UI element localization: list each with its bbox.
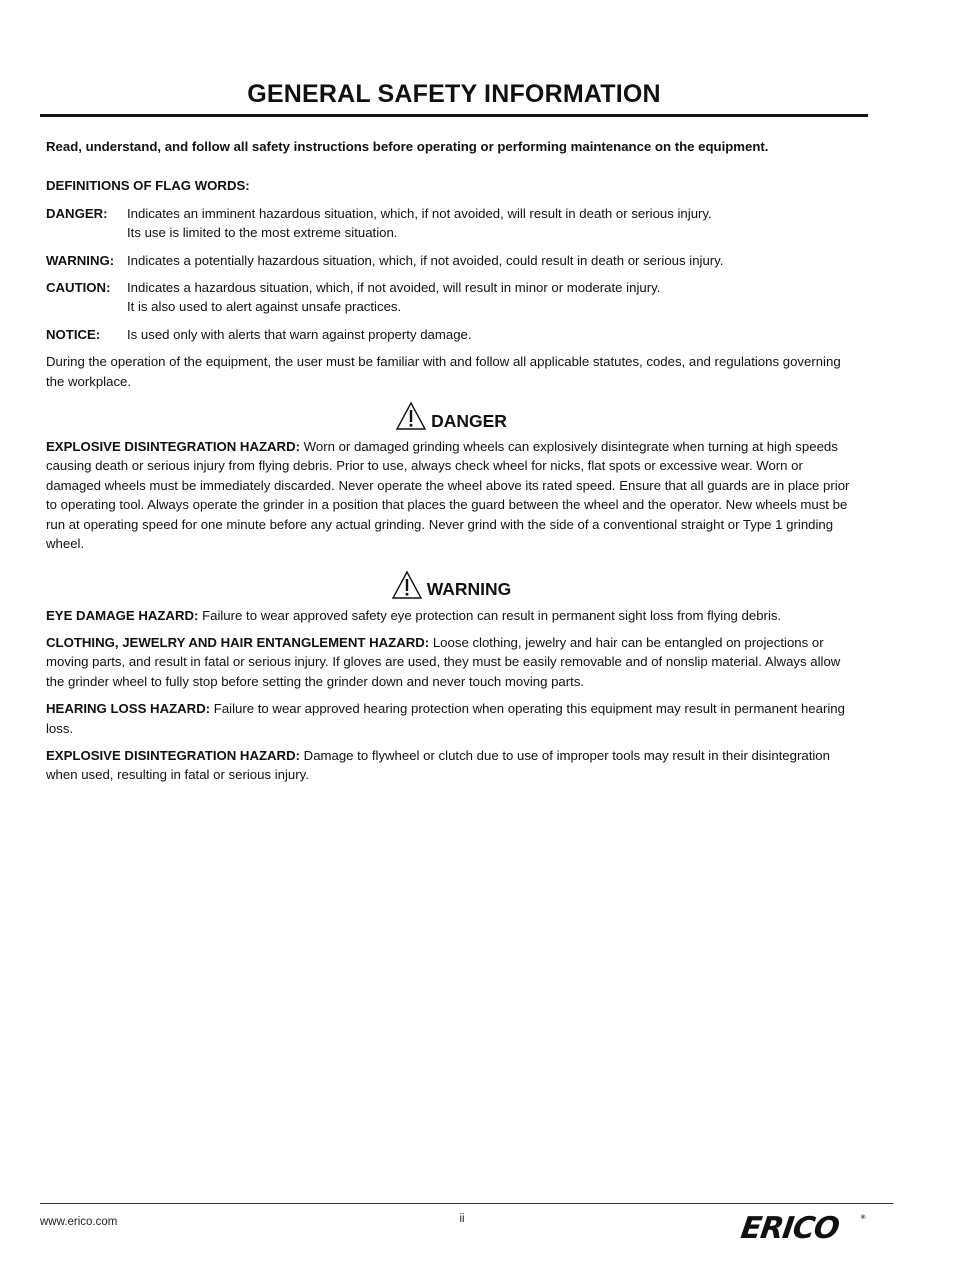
definition-term: NOTICE: (46, 326, 101, 342)
definition-line: It is also used to alert against unsafe practices. (127, 299, 402, 315)
definition-text (127, 251, 856, 270)
definition-term: DANGER: (46, 205, 108, 221)
intro-statement: Read, understand, and follow all safety instructions before operating or performing maintenance on the equipment. (46, 139, 769, 154)
definition-text (127, 325, 856, 344)
definition-term: CAUTION: (46, 280, 111, 296)
document-body (46, 137, 856, 793)
erico-logo (738, 1211, 869, 1246)
registered-mark: ® (861, 1215, 866, 1221)
warning-triangle-icon (391, 570, 423, 600)
danger-heading-label: DANGER (431, 410, 507, 431)
hazard-label: EXPLOSIVE DISINTEGRATION HAZARD: (46, 439, 300, 455)
hazard-label: EYE DAMAGE HAZARD: (46, 607, 199, 623)
footer-divider (40, 1203, 893, 1204)
page-number: ii (459, 1213, 465, 1225)
hazard-text: Worn or damaged grinding wheels can explosively disintegrate when turning at high speeds causing death or serious injury from flying debris. Prior to use, always check wheel for nicks, flat spots or excessive wear. Worn or damaged wheels must be immediately discarded. Never operate the wheel above its rated speed. Ensure that all guards are in place prior to operating tool. Always operate the grinder in a position that places the guard between the wheel and the operator. New wheels must be run at operating speed for one minute before any actual grinding. Never grind with the side of a conventional straight or Type 1 grinding wheel. (46, 439, 850, 552)
warning-hazard-entanglement (46, 633, 856, 691)
regulations-paragraph: During the operation of the equipment, the user must be familiar with and follow all applicable statutes, codes, and regulations governing the workplace. (46, 354, 841, 389)
warning-heading-label: WARNING (426, 579, 512, 600)
warning-hazard-eye (46, 606, 856, 625)
definition-line: Indicates an imminent hazardous situation, which, if not avoided, will result in death or serious injury. (127, 205, 712, 221)
warning-hazard-explosive (46, 746, 856, 785)
hazard-label: EXPLOSIVE DISINTEGRATION HAZARD: (46, 747, 300, 763)
definition-notice (46, 325, 856, 344)
hazard-text: Failure to wear approved hearing protection when operating this equipment may result in permanent hearing loss. (46, 701, 845, 736)
definition-danger (46, 204, 856, 243)
hazard-label: CLOTHING, JEWELRY AND HAIR ENTANGLEMENT HAZARD: (46, 634, 430, 650)
definition-text (127, 278, 856, 317)
title-divider (40, 114, 868, 117)
danger-section-heading (46, 401, 856, 431)
definition-warning (46, 251, 856, 270)
definition-line: Indicates a hazardous situation, which, if not avoided, will result in minor or moderate injury. (127, 280, 661, 296)
footer-url[interactable]: www.erico.com (40, 1216, 118, 1228)
definition-line: Indicates a potentially hazardous situation, which, if not avoided, could result in death or serious injury. (127, 252, 724, 268)
definition-caution (46, 278, 856, 317)
definition-term: WARNING: (46, 252, 115, 268)
warning-triangle-icon (395, 401, 427, 431)
hazard-label: HEARING LOSS HAZARD: (46, 701, 211, 717)
definitions-heading: DEFINITIONS OF FLAG WORDS: (46, 178, 250, 194)
hazard-text: Failure to wear approved safety eye protection can result in permanent sight loss from flying debris. (202, 607, 782, 623)
warning-section-heading (46, 570, 856, 600)
hazard-text: Damage to flywheel or clutch due to use of improper tools may result in their disintegration when used, resulting in fatal or serious injury. (46, 747, 830, 783)
definition-text (127, 204, 856, 243)
logo-wordmark: ERICO (738, 1211, 841, 1246)
definition-line: Its use is limited to the most extreme situation. (127, 225, 398, 241)
definition-line: Is used only with alerts that warn against property damage. (127, 326, 472, 342)
page-title: GENERAL SAFETY INFORMATION (247, 80, 661, 108)
warning-hazard-hearing (46, 699, 856, 738)
hazard-text: Loose clothing, jewelry and hair can be entangled on projections or moving parts, and result in fatal or serious injury. If gloves are used, they must be easily removable and of nonslip material. Always allow the grinder wheel to fully stop before setting the grinder down and never touch moving parts. (46, 634, 841, 689)
danger-hazard-explosive (46, 437, 856, 553)
